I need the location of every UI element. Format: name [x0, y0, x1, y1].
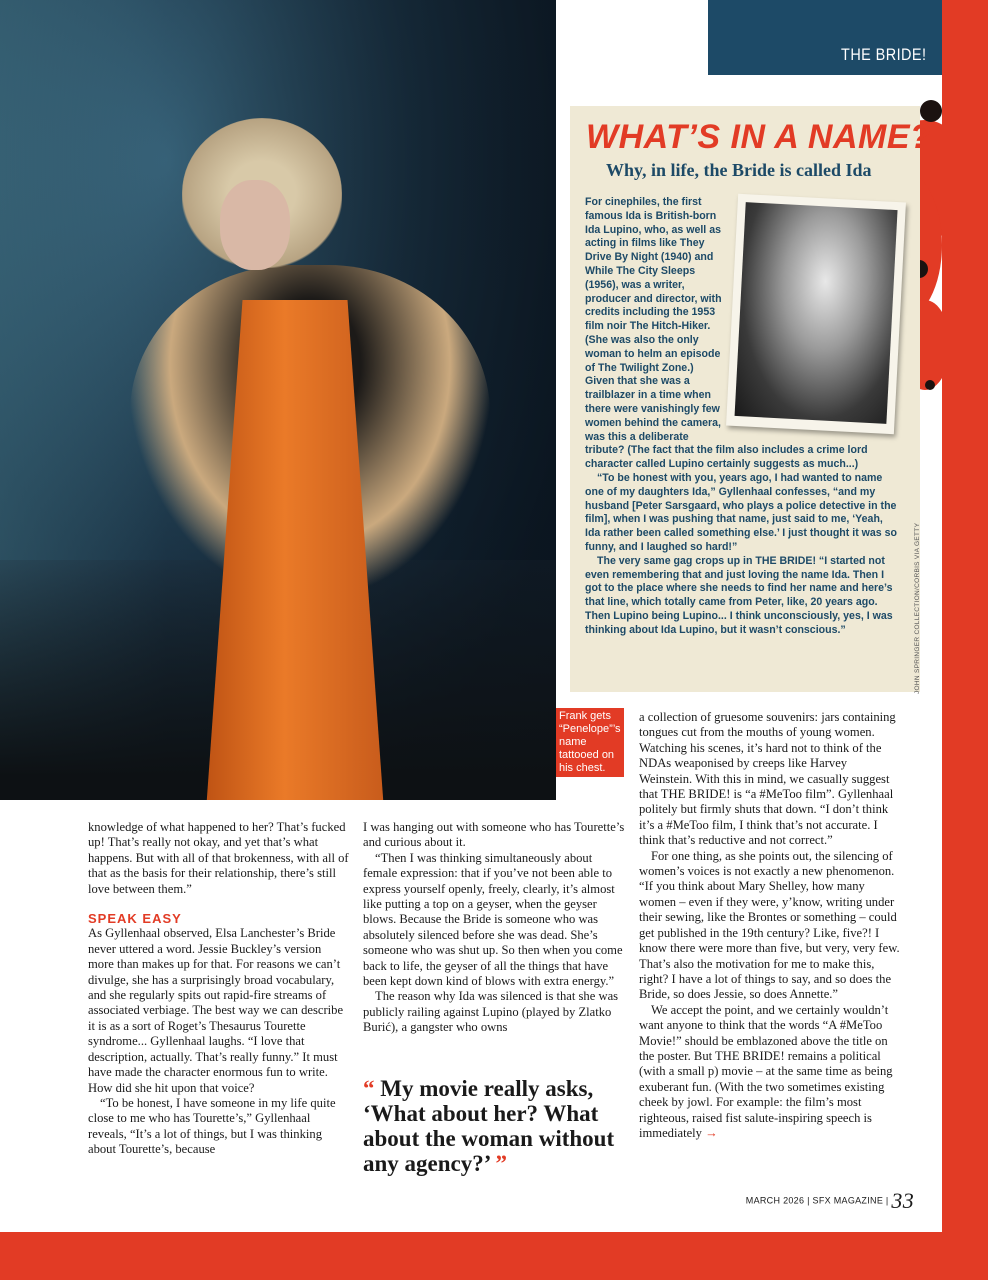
body-paragraph: “To be honest, I have someone in my life quite close to me who has Tourette’s,” Gyllenhaal reveals, “It’s a lot of things, but I was thinking about Tourette’s, because [88, 1095, 336, 1157]
sidebar-paragraph: For cinephiles, the first famous Ida is British-born Ida Lupino, who, as well as acting in films like They Drive By Night (1940) and While The City Sleeps (1956), was a writer, producer and director, with credits including the 1953 film noir The Hitch-Hiker. (She was also the only woman to helm an episode of The Twilight Zone.) Given that she was a trailblazer in a time when there were vanishingly few women behind the camera, was this a deliberate tribute? (The fact that the film also includes a crime lord character called Lupino certainly suggests as much...) [585, 196, 868, 471]
sidebar-box [570, 106, 932, 692]
column-1 [88, 820, 350, 1158]
body-paragraph: For one thing, as she points out, the silencing of women’s voices is not exactly a new phenomenon. “If you think about Mary Shelley, how many women – even if they were, y’know, writing under their sewing, like the Brontes or something – could get published in the 19th century? Like, five?! I know there were more than five, but very, very few. That’s also the motivation for me to make this, right? I have a lot of things to say, and so does the Bride, so does Jessie, so does Annette.” [639, 848, 900, 1002]
hero-photo [0, 0, 556, 800]
page-number: 33 [891, 1188, 914, 1213]
column-2 [363, 820, 625, 1036]
photo-caption: Frank gets “Penelope”’s name tattooed on his chest. [556, 708, 624, 777]
body-paragraph: As Gyllenhaal observed, Elsa Lanchester’s Bride never uttered a word. Jessie Buckley’s version more than makes up for that. For reasons we can’t divulge, she has a surprisingly broad vocabulary, and she regularly spits out rapid-fire streams of associated verbiage. The best way we can describe it is as a sort of Roget’s Thesaurus Tourette syndrome... Gyllenhaal laughs. “I love that description, actually. That’s really funny.” It must have made the character enormous fun to write. How did she hit upon that voice? [88, 926, 344, 1095]
body-paragraph: knowledge of what happened to her? That’s fucked up! That’s really not okay, and yet that’s what happens. But with all of that brokenness, with all of that as the basis for their relationship, there’s still love between them.” [88, 820, 349, 896]
section-heading: SPEAK EASY [88, 911, 182, 927]
column-3 [639, 710, 901, 1141]
sidebar-body [585, 196, 900, 638]
continue-arrow-icon: → [705, 1125, 718, 1140]
body-paragraph: I was hanging out with someone who has Tourette’s and curious about it. [363, 820, 625, 850]
body-paragraph: a collection of gruesome souvenirs: jars containing tongues cut from the mouths of young women. Watching his scenes, it’s hard not to think of the NDAs weaponised by creeps like Harvey Weinstein. With this in mind, we casually suggest that THE BRIDE! is “a #MeToo film”. Gyllenhaal politely but firmly shuts that down. “I don’t think it’s a #MeToo film, I think that’s not accurate. I think that’s reductive and not correct.” [639, 710, 896, 848]
sidebar-paragraph: The very same gag crops up in THE BRIDE! “I started not even remembering that and just loving the name Ida. Then I got to the place where she needs to find her name and here’s that line, which totally came from Peter, like, 20 years ago. Then Lupino being Lupino... I think unconsciously, yes, I was thinking about Ida Lupino, but it wasn’t conscious.” [585, 554, 893, 636]
body-paragraph: “Then I was thinking simultaneously about female expression: that if you’ve not been able to express yourself openly, freely, clearly, it’s almost like putting a top on a geyser, when the geyser blows. Because the Bride is someone who was absolutely silenced before she was dead. She’s someone who was shut up. So then when you come back to life, the geyser of all the things that have been kept down kind of blows with extra energy.” [363, 850, 623, 989]
section-tab [708, 0, 942, 75]
sidebar-title: WHAT’S IN A NAME? [586, 118, 932, 156]
sidebar-subtitle: Why, in life, the Bride is called Ida [606, 160, 872, 180]
open-quote-mark: “ [363, 1076, 375, 1101]
page-footer [746, 1188, 914, 1214]
close-quote-mark: ” [495, 1151, 507, 1176]
ida-lupino-photo [726, 194, 906, 434]
section-label: THE BRIDE! [840, 45, 926, 64]
body-paragraph: We accept the point, and we certainly wouldn’t want anyone to think that the words “A #MeToo Movie!” should be emblazoned above the title on the poster. But THE BRIDE! remains a political (with a small p) movie – at the same time as being exuberant fun. (With the two sometimes existing cheek by jowl. For example: the film’s most righteous, raised fist salute-inspiring speech is immediately → [639, 1002, 893, 1140]
pull-quote [363, 1076, 625, 1176]
issue-info: MARCH 2026 | SFX MAGAZINE | [745, 1195, 889, 1206]
body-paragraph: The reason why Ida was silenced is that she was publicly railing against Lupino (played by Zlatko Burić), a gangster who owns [363, 989, 619, 1035]
pull-quote-text: My movie really asks, ‘What about her? What about the woman without any agency?’ [363, 1076, 615, 1176]
sidebar-paragraph: “To be honest with you, years ago, I had wanted to name one of my daughters Ida,” Gyllenhaal confesses, “and my husband [Peter Sarsgaard, who plays a police detective in the film], when I was pushing that name, just said to me, ‘Yeah, Ida rather been called something else.’ I just thought it was so funny, and I laughed so hard!” [585, 471, 897, 553]
photo-credit: JOHN SPRINGER COLLECTION/CORBIS VIA GETTY [914, 522, 921, 694]
